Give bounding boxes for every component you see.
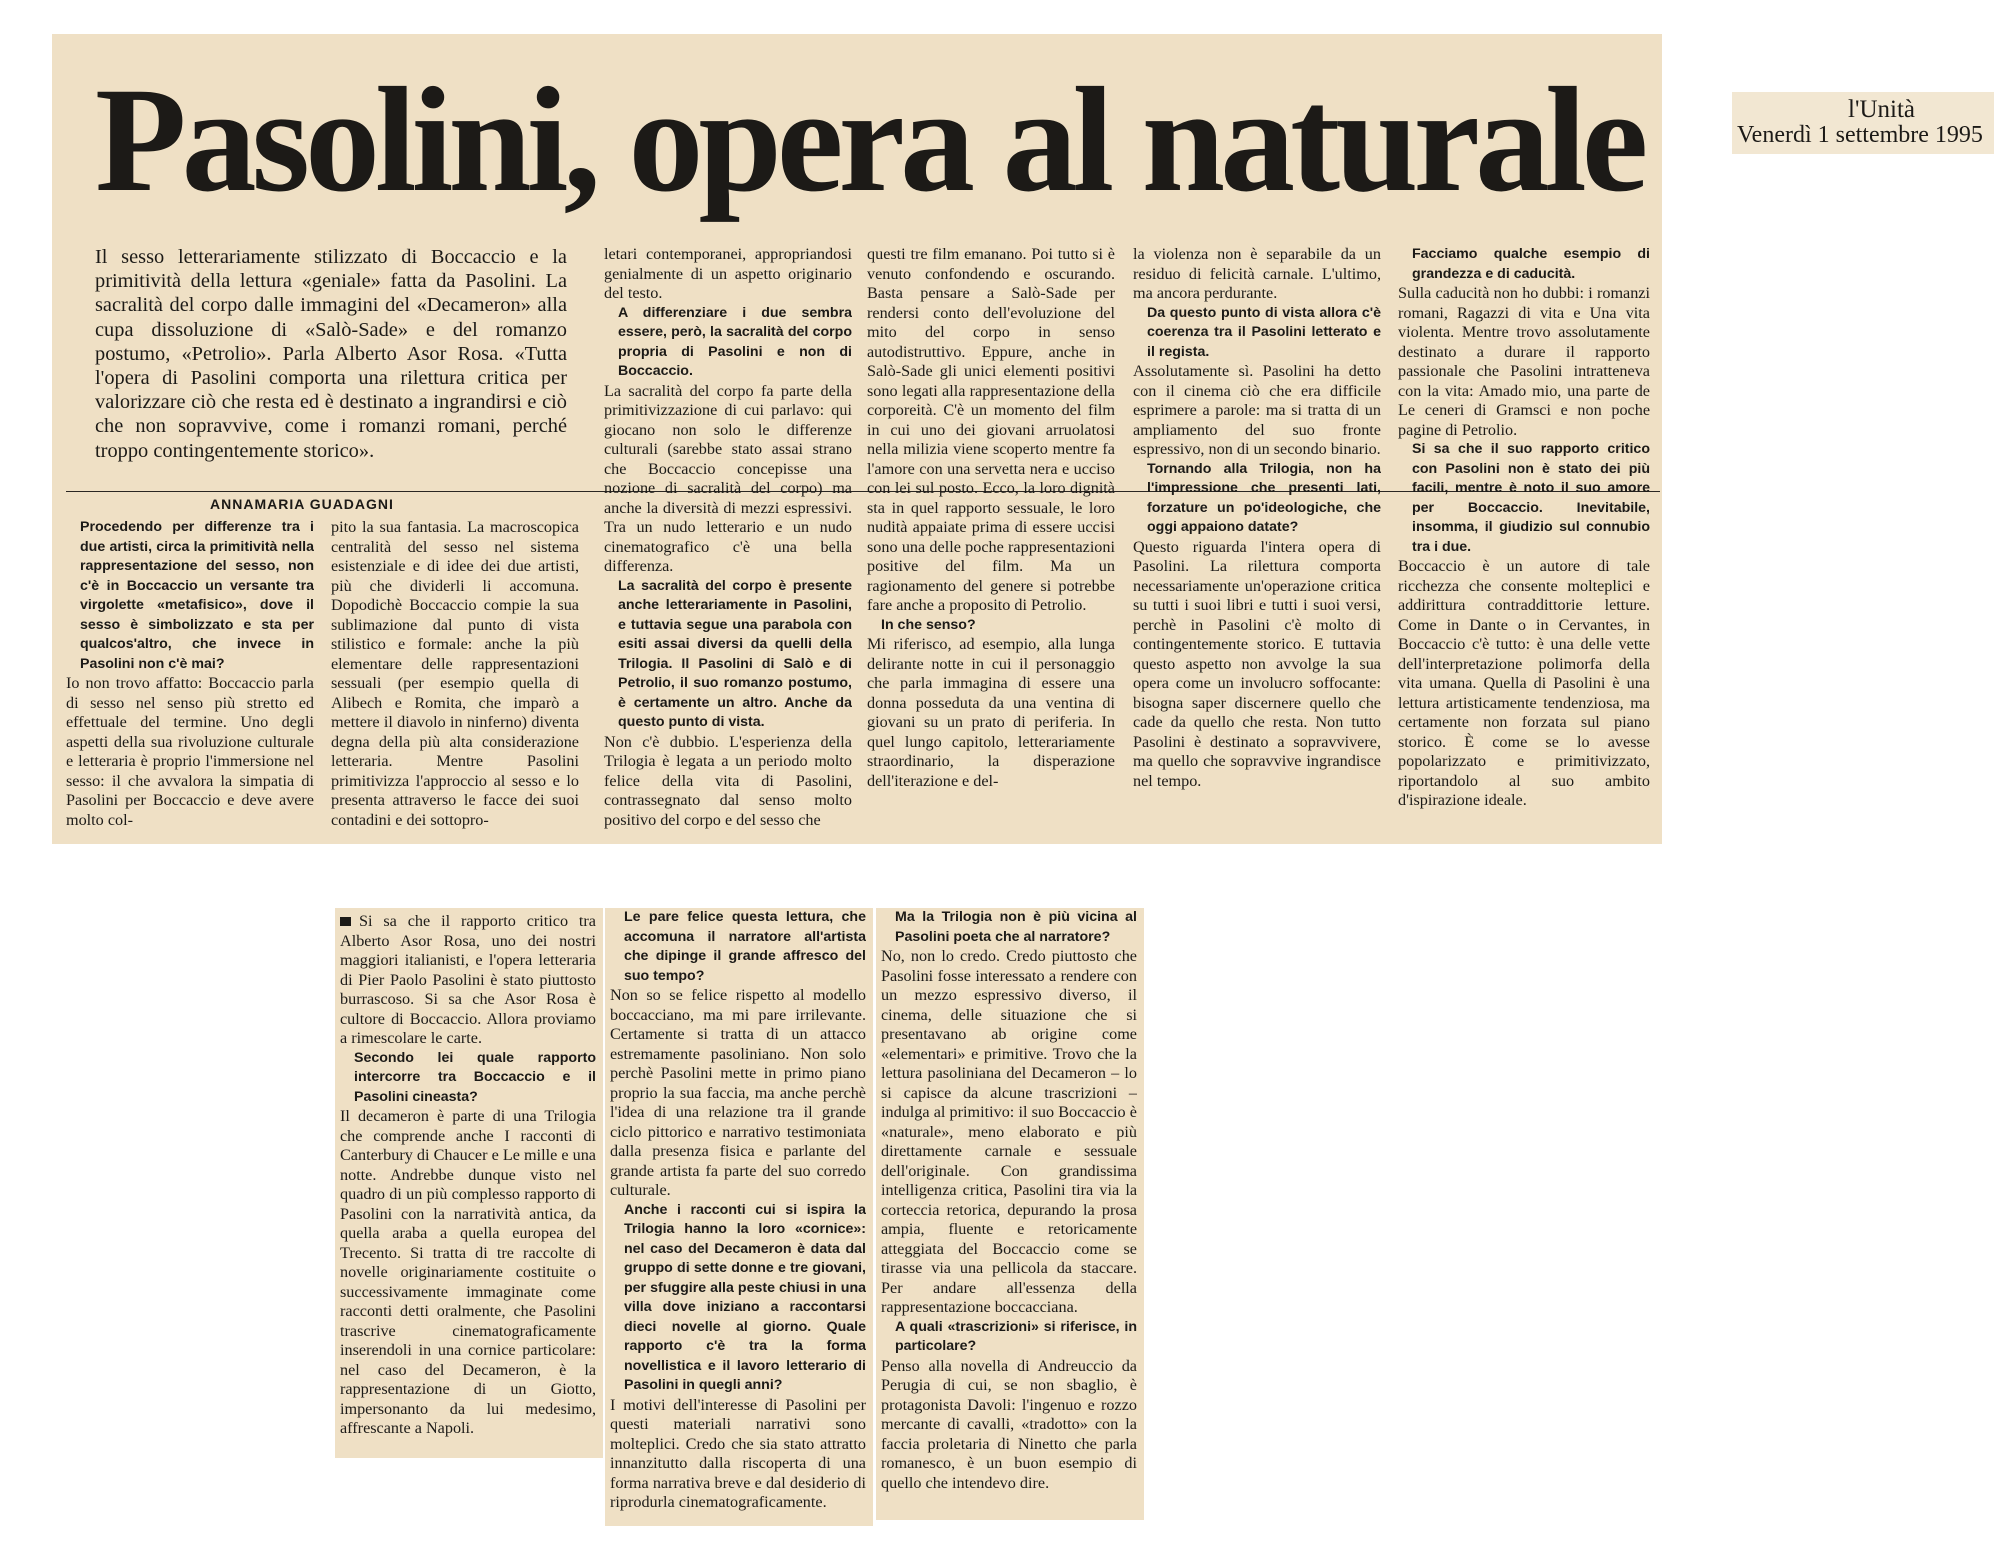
interview-question: Ma la Trilogia non è più vicina al Pasolini poeta che al narratore?: [895, 909, 1137, 945]
article-column-3: [604, 245, 852, 837]
interview-question: Tornando alla Trilogia, non ha l'impressione che presenti lati, forzature un po'ideologiche, che oggi appaiono datate?: [1147, 460, 1381, 535]
interview-answer: Penso alla novella di Andreuccio da Perugia di cui, se non sbaglio, è protagonista Davoli: l'ingenuo e rozzo mercante di cavalli, «tradotto» con la faccia proletaria di Ninetto che parla romanesco, è un buon esempio di quello che intendevo dire.: [881, 1356, 1137, 1492]
interview-question: A quali «trascrizioni» si riferisce, in particolare?: [895, 1318, 1137, 1354]
article-column-1: [66, 518, 314, 838]
interview-answer: Mi riferisco, ad esempio, alla lunga delirante notte in cui il personaggio che parla immagina di essere una donna posseduta da una ventina di giovani su un prato di periferia. In quel lungo capitolo, letterariamente straordinario, la disperazione dell'iterazione e del-: [867, 635, 1115, 790]
interview-answer: Si sa che il rapporto critico tra Alberto Asor Rosa, uno dei nostri maggiori italianisti, e l'opera letteraria di Pier Paolo Pasolini è stato piuttosto burrascoso. Si sa che Asor Rosa è cultore di Boccaccio. Allora proviamo a rimescolare le carte.: [340, 912, 596, 1047]
interview-answer: Questo riguarda l'intera opera di Pasolini. La rilettura comporta necessariamente un'operazione critica su tutti i suoi libri e tutti i suoi versi, perchè in Pasolini c'è molto di contingentemente storico. E tuttavia questo aspetto non avvolge la sua opera come un involucro soffocante: bisogna saper discernere quello che cade da quello che resta. Non tutto Pasolini è destinato a sopravvivere, ma quello che sopravvive ingrandisce nel tempo.: [1133, 537, 1381, 790]
bottom-column-1: [340, 912, 596, 1452]
interview-answer: pito la sua fantasia. La macroscopica centralità del sesso nel sistema esistenziale e di idee dei due artisti, più che dividerli li accomuna. Dopodichè Boccaccio compie la sua sublimazione dal punto di vista stilistico e formale: anche la più elementare delle rappresentazioni sessuali (per esempio quella di Alibech e Romita, che imparò a mettere il diavolo in ninferno) diventa degna della più alta considerazione letteraria. Mentre Pasolini primitivizza l'approccio al sesso e lo presenta attraverso le facce dei suoi contadini e dei sottopro-: [331, 518, 579, 829]
interview-answer: La sacralità del corpo fa parte della primitivizzazione di cui parlavo: qui giocano non solo le differenze culturali (sarebbe stato assai strano che Boccaccio concepisse una nozione di sacralità del corpo) ma anche la diversità di mezzi espressivi. Tra un nudo letterario e un nudo cinematografico c'è una bella differenza.: [604, 381, 852, 575]
article-column-2: [331, 518, 579, 838]
interview-answer: Non so se felice rispetto al modello boccacciano, ma mi pare irrilevante. Certamente si tratta di un attacco estremamente pasoliniano. Non solo perchè Pasolini mette in primo piano proprio la sua faccia, ma anche perchè l'idea di una relazione tra il grande ciclo pittorico e narrativo testimoniata dalla presenza fisica e parlante del grande artista fa parte del suo corredo culturale.: [610, 986, 866, 1199]
article-column-6: [1398, 245, 1650, 837]
interview-answer: Non c'è dubbio. L'esperienza della Trilogia è legata a un periodo molto felice della vita di Pasolini, contrassegnato dal senso molto positivo del corpo e del sesso che: [604, 732, 852, 829]
headline: Pasolini, opera al naturale: [95, 57, 1644, 223]
interview-answer: questi tre film emanano. Poi tutto si è venuto confondendo e oscurando. Basta pensare a Salò-Sade per rendersi conto dell'evoluzione del mito del corpo in senso autodistruttivo. Eppure, anche in Salò-Sade gli unici elementi positivi sono legati alla rappresentazione della corporeità. C'è un momento del film in cui uno dei giovani arruolatosi nella milizia viene scoperto mentre fa l'amore con una servetta nera e ucciso con lei sul posto. Ecco, la loro dignità sta in quel rapporto sessuale, le loro nudità appaiate prima di essere uccisi sono una delle poche rappresentazioni positive del film. Ma un ragionamento del genere si potrebbe fare anche a proposito di Petrolio.: [867, 245, 1115, 614]
newspaper-name: l'Unità: [1848, 96, 1915, 123]
bottom-column-3: [881, 908, 1137, 1514]
interview-question: Da questo punto di vista allora c'è coerenza tra il Pasolini letterato e il regista.: [1147, 304, 1381, 360]
interview-answer: I motivi dell'interesse di Pasolini per questi materiali narrativi sono molteplici. Credo che sia stato attratto innanzitutto dalla riscoperta di una forma narrativa breve e dal desiderio di riprodurla cinematograficamente.: [610, 1395, 866, 1511]
interview-question: Secondo lei quale rapporto intercorre tra Boccaccio e il Pasolini cineasta?: [354, 1049, 596, 1105]
interview-answer: Boccaccio è un autore di tale ricchezza che consente molteplici e addirittura contraddittorie letture. Come in Dante o in Cervantes, in Boccaccio c'è tutto: è una delle vette dell'interpretazione polimorfa della vita umana. Quella di Pasolini è una lettura artisticamente tendenziosa, ma certamente non forzata sul piano storico. È come se lo avesse popolarizzato e primitivizzato, riportandolo al suo ambito d'ispirazione ideale.: [1398, 557, 1650, 809]
article-column-5: [1133, 245, 1381, 837]
interview-answer: letari contemporanei, appropriandosi genialmente di un aspetto originario del testo.: [604, 245, 852, 302]
interview-answer: Il decameron è parte di una Trilogia che comprende anche I racconti di Canterbury di Chaucer e Le mille e una notte. Andrebbe dunque visto nel quadro di un più complesso rapporto di Pasolini con la narratività antica, da quella araba a quella europea del Trecento. Si tratta di tre raccolte di novelle originariamente costituite o successivamente immaginate come racconti detti oralmente, che Pasolini trascrive cinematograficamente inserendoli in una cornice particolare: nel caso del Decameron, è la rappresentazione di un Giotto, impersonanto da lui medesimo, affrescante a Napoli.: [340, 1107, 596, 1437]
interview-question: Procedendo per differenze tra i due artisti, circa la primitività nella rappresentazione del sesso, non c'è in Boccaccio un versante tra virgolette «metafisico», dove il sesso è simbolizzato e sta per qualcos'altro, che invece in Pasolini non c'è mai?: [80, 519, 314, 672]
article-column-4: [867, 245, 1115, 837]
interview-answer: Assolutamente sì. Pasolini ha detto con il cinema ciò che era difficile esprimere a parole: ma si tratta di un ampliamento del suo fronte espressivo, non di un secondo binario.: [1133, 362, 1381, 458]
byline: ANNAMARIA GUADAGNI: [210, 496, 394, 512]
bottom-column-2: [610, 908, 866, 1520]
interview-question: In che senso?: [881, 616, 976, 633]
section-marker-icon: [340, 917, 351, 926]
lead-paragraph: Il sesso letterariamente stilizzato di Boccaccio e la primitività della lettura «geniale» fatta da Pasolini. La sacralità del corpo dalle immagini del «Decameron» alla cupa dissoluzione di «Salò-Sade» e del romanzo postumo, «Petrolio». Parla Alberto Asor Rosa. «Tutta l'opera di Pasolini comporta una rilettura critica per valorizzare ciò che resta ed è destinato a ingrandirsi e ciò che non sopravvive, come i romanzi romani, perché troppo contingentemente storico».: [95, 246, 567, 462]
interview-answer: No, non lo credo. Credo piuttosto che Pasolini fosse interessato a rendere con un mezzo espressivo diverso, il cinema, delle situazione che si presentavano ab origine come «elementari» e primitive. Trovo che la lettura pasoliniana del Decameron – lo si capisce da alcune trascrizioni – indulga al primitivo: il suo Boccaccio è «naturale», meno elaborato e più direttamente carnale e sessuale dell'originale. Con grandissima intelligenza critica, Pasolini tira via la corteccia retorica, depurando la prosa ampia, fluente e retoricamente atteggiata del Boccaccio come se tirasse via una pellicola da staccare. Per andare all'essenza della rappresentazione boccacciana.: [881, 947, 1137, 1316]
interview-answer: Sulla caducità non ho dubbi: i romanzi romani, Ragazzi di vita e Una vita violenta. Mentre trovo assolutamente destinato a durare il rapporto passionale che Pasolini intratteneva con la vita: Amado mio, una parte de Le ceneri di Gramsci e non poche pagine di Petrolio.: [1398, 284, 1650, 439]
interview-question: A differenziare i due sembra essere, però, la sacralità del corpo propria di Pasolini e non di Boccaccio.: [618, 304, 852, 379]
interview-answer: la violenza non è separabile da un residuo di felicità carnale. L'ultimo, ma ancora perdurante.: [1133, 245, 1381, 302]
interview-question: La sacralità del corpo è presente anche letterariamente in Pasolini, e tuttavia segue una parabola con esiti assai diversi da quelli della Trilogia. Il Pasolini di Salò e di Petrolio, il suo romanzo postumo, è certamente un altro. Anche da questo punto di vista.: [618, 577, 852, 730]
interview-question: Facciamo qualche esempio di grandezza e di caducità.: [1412, 246, 1650, 282]
interview-question: Anche i racconti cui si ispira la Trilogia hanno la loro «cornice»: nel caso del Decameron è data dal gruppo di sette donne e tre giovani, per sfuggire alla peste chiusi in una villa dove iniziano a raccontarsi dieci novelle al giorno. Quale rapporto c'è tra la forma novellistica e il lavoro letterario di Pasolini in quegli anni?: [624, 1201, 866, 1393]
interview-question: Le pare felice questa lettura, che accomuna il narratore all'artista che dipinge il grande affresco del suo tempo?: [624, 909, 866, 984]
interview-question: Si sa che il suo rapporto critico con Pasolini non è stato dei più facili, mentre è noto il suo amore per Boccaccio. Inevitabile, insomma, il giudizio sul connubio tra i due.: [1412, 441, 1650, 555]
interview-answer: Io non trovo affatto: Boccaccio parla di sesso nel senso più stretto ed effettuale del termine. Uno degli aspetti della sua rivoluzione culturale e letteraria è proprio l'immersione nel sesso: il che avvalora la simpatia di Pasolini per Boccaccio e deve avere molto col-: [66, 674, 314, 829]
publication-date: Venerdì 1 settembre 1995: [1737, 122, 1983, 148]
